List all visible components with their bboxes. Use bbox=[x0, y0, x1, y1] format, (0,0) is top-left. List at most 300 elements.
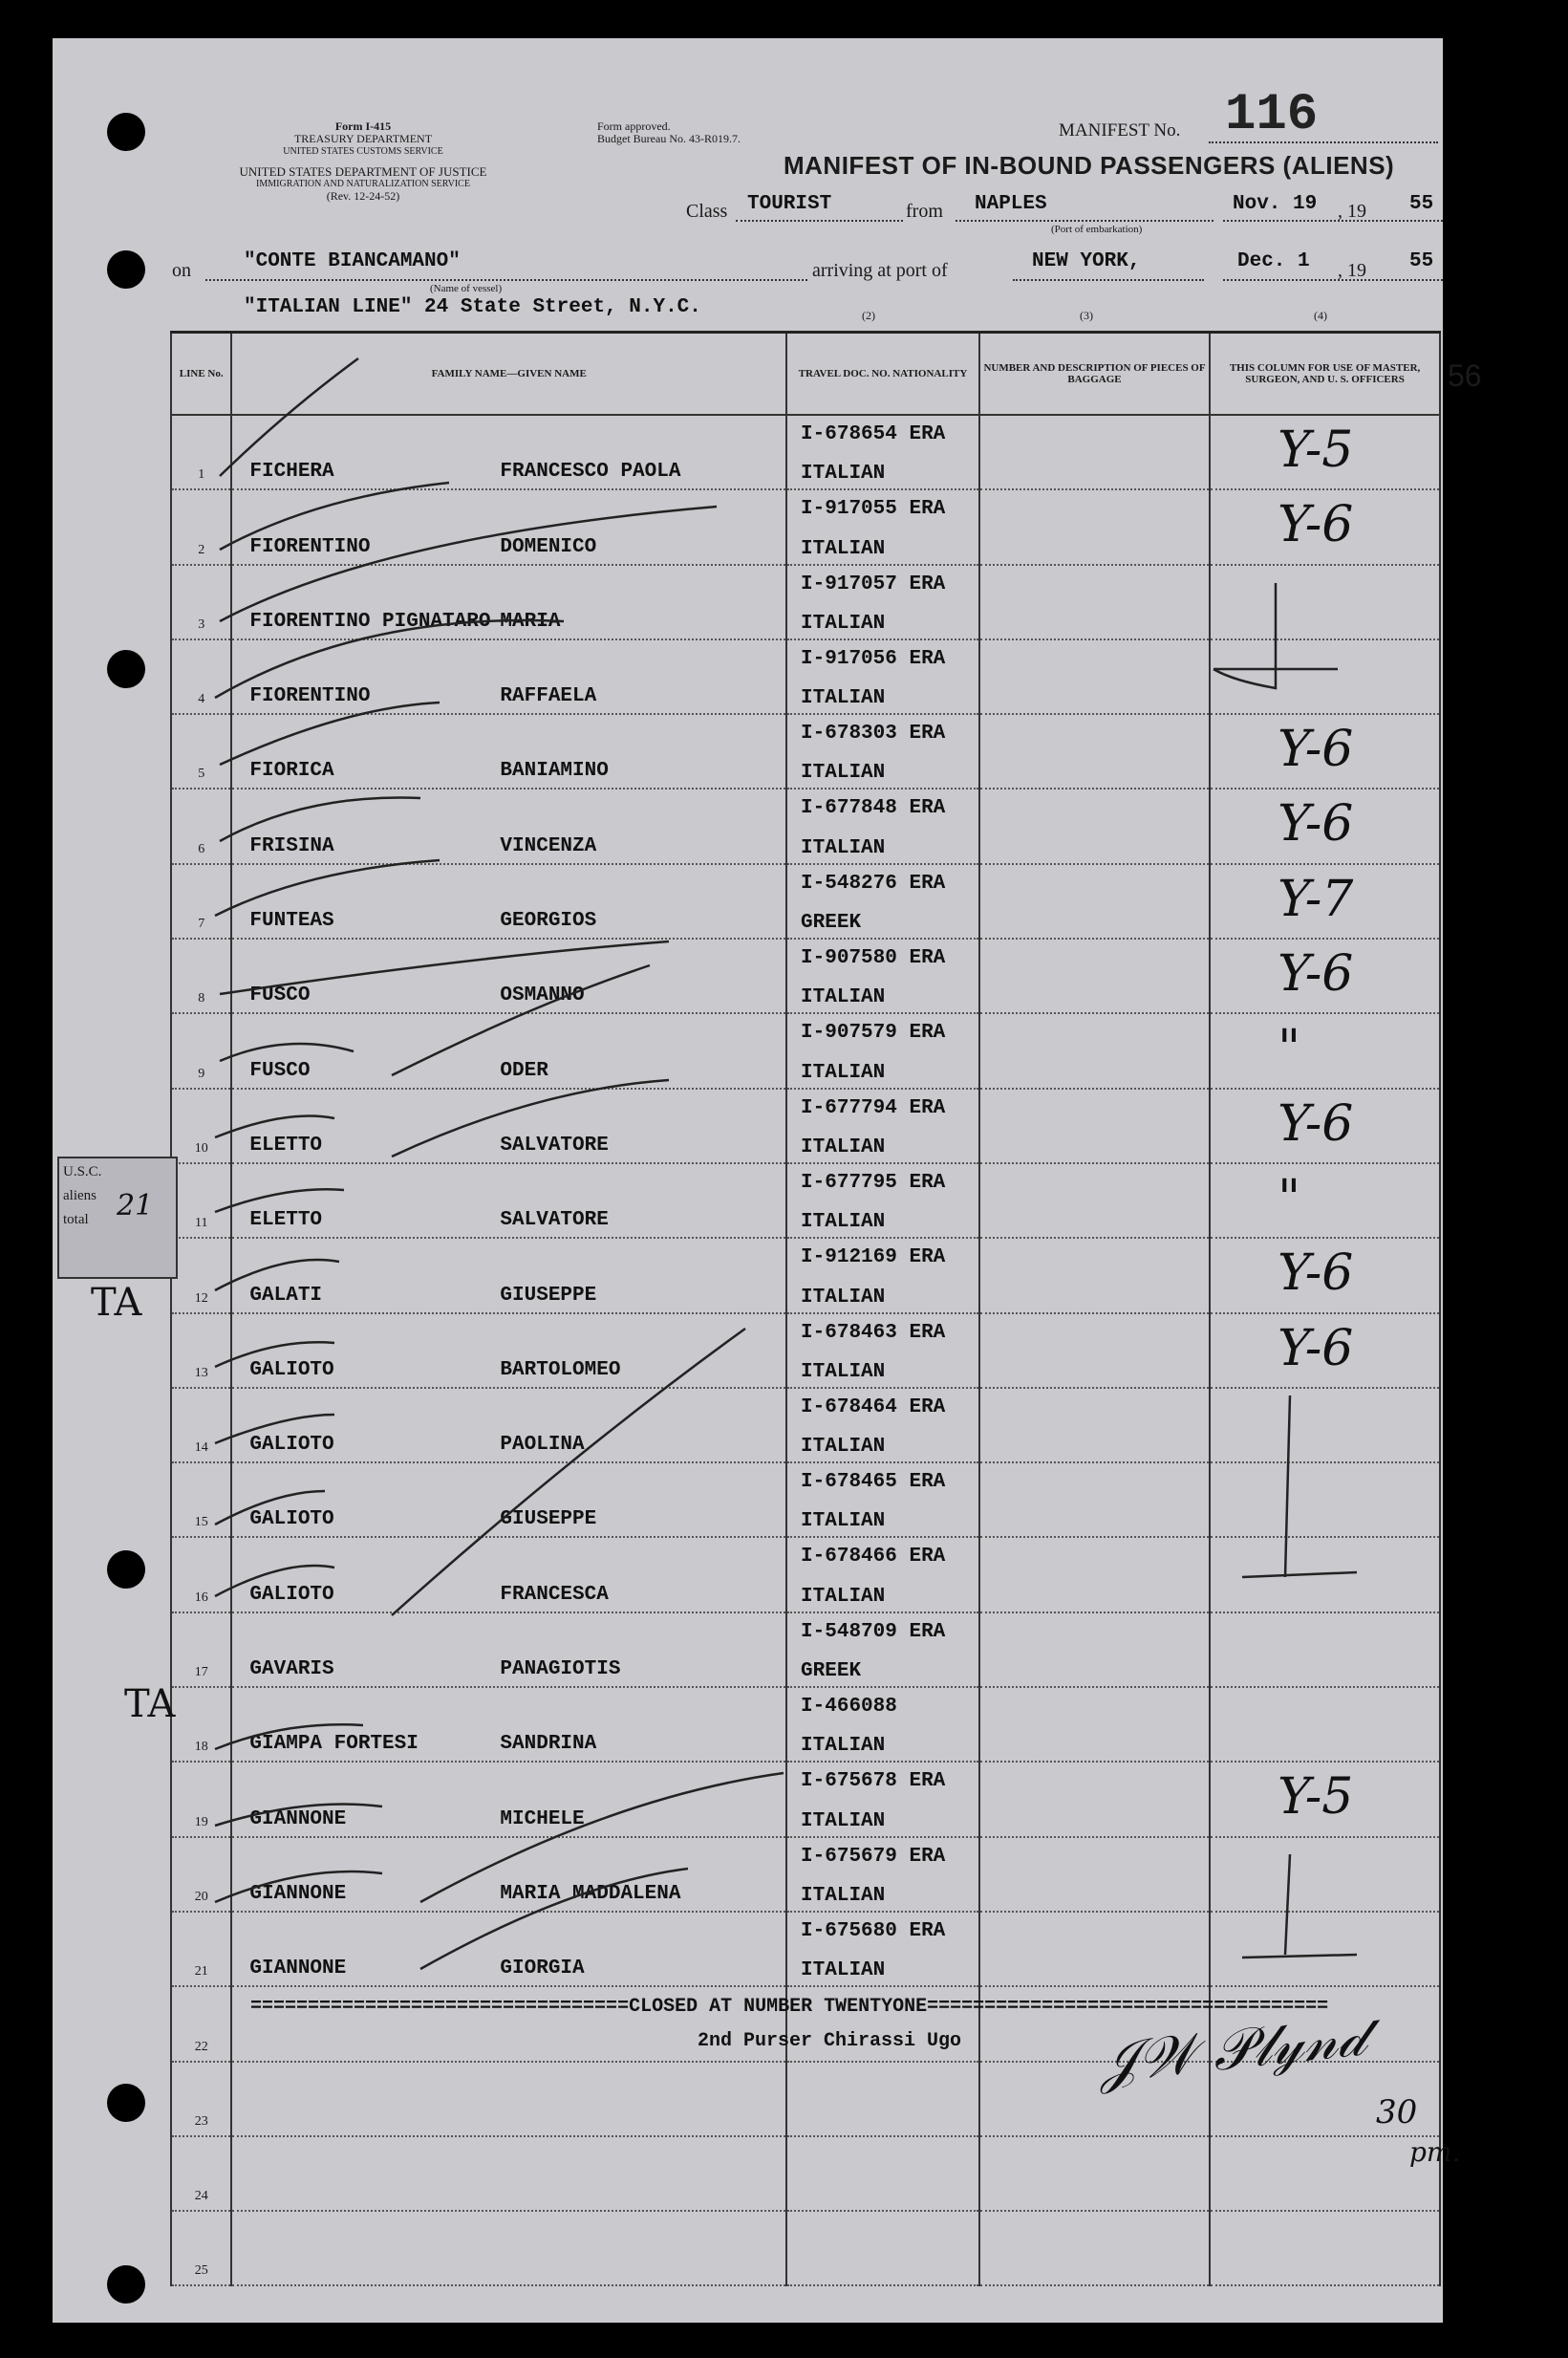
officer-cell bbox=[1210, 1837, 1440, 1912]
travel-doc-number: I-677794 ERA bbox=[801, 1096, 946, 1119]
line-number-cell bbox=[171, 415, 231, 489]
family-name: GALATI bbox=[249, 1284, 323, 1307]
travel-doc-cell bbox=[786, 1238, 979, 1312]
baggage-cell bbox=[979, 2211, 1210, 2285]
line-number-cell bbox=[171, 1238, 231, 1312]
travel-doc-number: I-678654 ERA bbox=[801, 423, 946, 445]
travel-doc-number: I-675680 ERA bbox=[801, 1919, 946, 1942]
table-row bbox=[171, 1013, 1440, 1088]
col3-number: (3) bbox=[1080, 309, 1093, 322]
nationality: GREEK bbox=[801, 912, 862, 935]
name-cell bbox=[231, 639, 786, 714]
baggage-cell bbox=[979, 1462, 1210, 1537]
travel-doc-number: I-912169 ERA bbox=[801, 1246, 946, 1269]
col4-number: (4) bbox=[1314, 309, 1327, 322]
vessel-line bbox=[205, 279, 807, 281]
officer-cell bbox=[1210, 789, 1440, 863]
punch-hole bbox=[107, 2265, 145, 2304]
officer-cell bbox=[1210, 939, 1440, 1013]
passenger-table bbox=[170, 331, 1441, 2286]
line-number: 13 bbox=[194, 1365, 208, 1380]
travel-doc-number: I-675679 ERA bbox=[801, 1845, 946, 1868]
baggage-cell bbox=[979, 1837, 1210, 1912]
nationality: ITALIAN bbox=[801, 1959, 886, 1982]
table-row bbox=[171, 1089, 1440, 1163]
name-cell bbox=[231, 1612, 786, 1687]
line-number-cell bbox=[171, 1837, 231, 1912]
line-number: 23 bbox=[194, 2113, 208, 2129]
given-name: GEORGIOS bbox=[500, 910, 597, 933]
line-number: 5 bbox=[198, 767, 205, 782]
table-row bbox=[171, 1462, 1440, 1537]
officer-cell bbox=[1210, 1462, 1440, 1537]
travel-doc-cell bbox=[786, 565, 979, 639]
class-line bbox=[736, 220, 903, 222]
family-name: FICHERA bbox=[249, 461, 334, 484]
arrival-date-line bbox=[1223, 279, 1443, 281]
given-name: PANAGIOTIS bbox=[500, 1658, 621, 1681]
officer-mark: Y-6 bbox=[1278, 795, 1354, 854]
officer-mark: Y-6 bbox=[1278, 496, 1354, 554]
table-row bbox=[171, 1837, 1440, 1912]
line-number-cell bbox=[171, 1013, 231, 1088]
name-cell bbox=[231, 2062, 786, 2136]
depart-line bbox=[1223, 220, 1443, 222]
line-number-cell bbox=[171, 714, 231, 789]
depart-year: 55 bbox=[1409, 193, 1434, 215]
line-number: 10 bbox=[194, 1140, 208, 1156]
name-cell bbox=[231, 1762, 786, 1836]
officer-cell bbox=[1210, 2136, 1440, 2211]
given-name: SALVATORE bbox=[500, 1209, 609, 1232]
nationality: ITALIAN bbox=[801, 986, 886, 1009]
line-number-cell bbox=[171, 1388, 231, 1462]
form-revision: (Rev. 12-24-52) bbox=[326, 189, 400, 203]
travel-doc-number: I-907579 ERA bbox=[801, 1022, 946, 1045]
name-cell bbox=[231, 1837, 786, 1912]
line-number: 19 bbox=[194, 1814, 208, 1829]
col2-number: (2) bbox=[862, 309, 875, 322]
line-number-cell bbox=[171, 1089, 231, 1163]
line-address: "ITALIAN LINE" 24 State Street, N.Y.C. bbox=[244, 296, 701, 318]
travel-doc-cell bbox=[786, 1313, 979, 1388]
table-row bbox=[171, 565, 1440, 639]
nationality: ITALIAN bbox=[801, 537, 886, 560]
officer-mark: Y-6 bbox=[1278, 945, 1354, 1004]
line-number: 18 bbox=[194, 1740, 208, 1755]
line-number-cell bbox=[171, 1612, 231, 1687]
stamp-count: 21 bbox=[117, 1189, 154, 1222]
line-number-cell bbox=[171, 1537, 231, 1612]
col-baggage: NUMBER AND DESCRIPTION OF PIECES OF BAGGAGE bbox=[979, 333, 1210, 416]
from-line bbox=[956, 220, 1214, 222]
name-cell bbox=[231, 864, 786, 939]
given-name: VINCENZA bbox=[500, 834, 597, 857]
table-row bbox=[171, 1238, 1440, 1312]
travel-doc-cell bbox=[786, 1912, 979, 1986]
margin-ta-2: TA bbox=[124, 1682, 176, 1726]
given-name: BARTOLOMEO bbox=[500, 1358, 621, 1381]
line-number-cell bbox=[171, 489, 231, 564]
family-name: GALIOTO bbox=[249, 1358, 334, 1381]
travel-doc-cell bbox=[786, 714, 979, 789]
name-cell bbox=[231, 789, 786, 863]
baggage-cell bbox=[979, 1388, 1210, 1462]
line-number: 7 bbox=[198, 917, 205, 932]
budget-bureau: Budget Bureau No. 43-R019.7. bbox=[597, 132, 741, 145]
manifest-title: MANIFEST OF IN-BOUND PASSENGERS (ALIENS) bbox=[784, 151, 1395, 180]
family-name: ELETTO bbox=[249, 1209, 323, 1232]
nationality: ITALIAN bbox=[801, 1585, 886, 1608]
table-row bbox=[171, 1537, 1440, 1612]
line-number: 12 bbox=[194, 1290, 208, 1306]
officer-cell bbox=[1210, 1687, 1440, 1762]
officer-mark: Y-5 bbox=[1278, 1768, 1354, 1827]
table-row bbox=[171, 1612, 1440, 1687]
customs-service: UNITED STATES CUSTOMS SERVICE bbox=[283, 146, 443, 157]
travel-doc-number: I-675678 ERA bbox=[801, 1770, 946, 1793]
baggage-cell bbox=[979, 639, 1210, 714]
immigration-service: IMMIGRATION AND NATURALIZATION SERVICE bbox=[256, 179, 470, 189]
line-number: 11 bbox=[194, 1216, 208, 1231]
travel-doc-cell bbox=[786, 1762, 979, 1836]
baggage-cell bbox=[979, 1163, 1210, 1238]
line-number: 6 bbox=[198, 841, 205, 856]
line-number: 22 bbox=[194, 2039, 208, 2054]
line-number: 3 bbox=[198, 617, 205, 632]
line-number: 9 bbox=[198, 1066, 205, 1081]
baggage-cell bbox=[979, 415, 1210, 489]
name-cell bbox=[231, 1687, 786, 1762]
name-cell bbox=[231, 1013, 786, 1088]
given-name: GIUSEPPE bbox=[500, 1508, 597, 1531]
nationality: ITALIAN bbox=[801, 1510, 886, 1533]
form-header-left bbox=[162, 120, 564, 203]
travel-doc-cell bbox=[786, 1013, 979, 1088]
baggage-cell bbox=[979, 714, 1210, 789]
line-number: 25 bbox=[194, 2263, 208, 2279]
line-number: 16 bbox=[194, 1590, 208, 1605]
family-name: GIAMPA FORTESI bbox=[249, 1733, 419, 1756]
travel-doc-number: I-677795 ERA bbox=[801, 1171, 946, 1194]
arrival-port-line bbox=[1013, 279, 1204, 281]
baggage-cell bbox=[979, 939, 1210, 1013]
travel-doc-number: I-548709 ERA bbox=[801, 1620, 946, 1643]
family-name: FIORENTINO bbox=[249, 685, 371, 708]
col-line-no: LINE No. bbox=[171, 333, 231, 416]
travel-doc-cell bbox=[786, 1388, 979, 1462]
line-number-cell bbox=[171, 864, 231, 939]
given-name: MICHELE bbox=[500, 1807, 585, 1830]
line-number-cell bbox=[171, 2136, 231, 2211]
baggage-cell bbox=[979, 1238, 1210, 1312]
table-row bbox=[171, 1687, 1440, 1762]
given-name: MARIA bbox=[500, 610, 561, 633]
col-travel-doc: TRAVEL DOC. NO. NATIONALITY bbox=[786, 333, 979, 416]
punch-hole bbox=[107, 250, 145, 289]
travel-doc-cell bbox=[786, 2062, 979, 2136]
family-name: GIANNONE bbox=[249, 1958, 347, 1980]
officer-cell bbox=[1210, 1313, 1440, 1388]
travel-doc-number: I-548276 ERA bbox=[801, 872, 946, 895]
col-name: FAMILY NAME—GIVEN NAME bbox=[231, 333, 786, 416]
travel-doc-cell bbox=[786, 2136, 979, 2211]
name-cell bbox=[231, 489, 786, 564]
pm-mark: pm. bbox=[1409, 2136, 1461, 2168]
from-value: NAPLES bbox=[975, 193, 1047, 215]
family-name: FIORENTINO bbox=[249, 535, 371, 558]
family-name: FRISINA bbox=[249, 834, 334, 857]
arrival-port: NEW YORK, bbox=[1032, 250, 1141, 272]
given-name: SALVATORE bbox=[500, 1134, 609, 1157]
line-number-cell bbox=[171, 639, 231, 714]
officer-mark: " bbox=[1278, 1169, 1301, 1227]
line-number-cell bbox=[171, 1462, 231, 1537]
family-name: GIANNONE bbox=[249, 1807, 347, 1830]
from-label: from bbox=[906, 201, 943, 222]
travel-doc-cell bbox=[786, 1837, 979, 1912]
manifest-label: MANIFEST No. bbox=[1059, 120, 1181, 141]
travel-doc-cell bbox=[786, 864, 979, 939]
line-number-cell bbox=[171, 789, 231, 863]
officer-signature-icon: 𝒥𝒲 𝒫𝓁𝓎𝓃𝒹 bbox=[1096, 2002, 1368, 2096]
officer-cell bbox=[1210, 639, 1440, 714]
stamp-top: U.S.C. bbox=[63, 1164, 102, 1179]
time-mark: 30 bbox=[1376, 2093, 1418, 2131]
table-row bbox=[171, 2211, 1440, 2285]
name-cell bbox=[231, 1313, 786, 1388]
name-cell bbox=[231, 1238, 786, 1312]
officer-mark: " bbox=[1278, 1020, 1301, 1078]
col-officers: THIS COLUMN FOR USE OF MASTER, SURGEON, AND U. S. OFFICERS bbox=[1210, 333, 1440, 416]
given-name: MARIA MADDALENA bbox=[500, 1882, 681, 1905]
baggage-cell bbox=[979, 1089, 1210, 1163]
closed-line: =================================CLOSED AT NUMBER TWENTYONE=================================== bbox=[250, 1996, 1329, 2018]
name-cell bbox=[231, 1388, 786, 1462]
family-name: FUSCO bbox=[249, 984, 311, 1007]
table-header bbox=[171, 333, 1440, 416]
travel-doc-cell bbox=[786, 415, 979, 489]
manifest-number-line bbox=[1209, 141, 1438, 143]
treasury-department: TREASURY DEPARTMENT bbox=[293, 132, 433, 145]
travel-doc-number: I-678463 ERA bbox=[801, 1321, 946, 1344]
name-cell bbox=[231, 415, 786, 489]
travel-doc-cell bbox=[786, 1687, 979, 1762]
given-name: GIORGIA bbox=[500, 1958, 585, 1980]
table-row bbox=[171, 489, 1440, 564]
vessel-note: (Name of vessel) bbox=[430, 283, 503, 294]
officer-mark: Y-5 bbox=[1278, 422, 1354, 479]
line-number: 15 bbox=[194, 1515, 208, 1530]
baggage-cell bbox=[979, 1612, 1210, 1687]
name-cell bbox=[231, 1462, 786, 1537]
officer-cell bbox=[1210, 415, 1440, 489]
table-row bbox=[171, 864, 1440, 939]
family-name: GIANNONE bbox=[249, 1882, 347, 1905]
class-value: TOURIST bbox=[747, 193, 832, 215]
nationality: ITALIAN bbox=[801, 1286, 886, 1309]
arrival-year: 55 bbox=[1409, 250, 1434, 272]
line-number: 8 bbox=[198, 991, 205, 1006]
nationality: ITALIAN bbox=[801, 762, 886, 785]
travel-doc-number: I-677848 ERA bbox=[801, 797, 946, 820]
given-name: ODER bbox=[500, 1059, 548, 1082]
officer-cell bbox=[1210, 489, 1440, 564]
given-name: GIUSEPPE bbox=[500, 1284, 597, 1307]
travel-doc-cell bbox=[786, 1612, 979, 1687]
name-cell bbox=[231, 565, 786, 639]
baggage-cell bbox=[979, 1912, 1210, 1986]
form-approval bbox=[597, 120, 741, 145]
nationality: ITALIAN bbox=[801, 836, 886, 859]
officer-cell bbox=[1210, 714, 1440, 789]
nationality: ITALIAN bbox=[801, 612, 886, 635]
table-row bbox=[171, 1912, 1440, 1986]
line-number: 17 bbox=[194, 1665, 208, 1680]
table-row bbox=[171, 1388, 1440, 1462]
nationality: ITALIAN bbox=[801, 1735, 886, 1758]
baggage-cell bbox=[979, 1013, 1210, 1088]
purser-signature: 2nd Purser Chirassi Ugo bbox=[698, 2030, 962, 2052]
travel-doc-number: I-917056 ERA bbox=[801, 647, 946, 670]
vessel-name: "CONTE BIANCAMANO" bbox=[244, 250, 461, 272]
travel-doc-number: I-678303 ERA bbox=[801, 723, 946, 746]
depart-date: Nov. 19 bbox=[1233, 193, 1318, 215]
baggage-cell bbox=[979, 789, 1210, 863]
officer-cell bbox=[1210, 1912, 1440, 1986]
nationality: GREEK bbox=[801, 1660, 862, 1683]
table-row bbox=[171, 714, 1440, 789]
punch-hole bbox=[107, 2084, 145, 2122]
officer-cell bbox=[1210, 1163, 1440, 1238]
officer-cell bbox=[1210, 1762, 1440, 1836]
family-name: FUNTEAS bbox=[249, 910, 334, 933]
punch-hole bbox=[107, 1550, 145, 1589]
baggage-cell bbox=[979, 1537, 1210, 1612]
table-row bbox=[171, 789, 1440, 863]
table-row bbox=[171, 639, 1440, 714]
punch-hole bbox=[107, 650, 145, 688]
name-cell bbox=[231, 1912, 786, 1986]
family-name: GALIOTO bbox=[249, 1434, 334, 1457]
travel-doc-cell bbox=[786, 2211, 979, 2285]
table-row bbox=[171, 2136, 1440, 2211]
line-number-cell bbox=[171, 1163, 231, 1238]
given-name: RAFFAELA bbox=[500, 685, 597, 708]
family-name: ELETTO bbox=[249, 1134, 323, 1157]
nationality: ITALIAN bbox=[801, 1360, 886, 1383]
class-label: Class bbox=[686, 201, 728, 222]
name-cell bbox=[231, 1089, 786, 1163]
table-row bbox=[171, 1313, 1440, 1388]
baggage-cell bbox=[979, 565, 1210, 639]
line-number: 24 bbox=[194, 2189, 208, 2204]
name-cell bbox=[231, 2211, 786, 2285]
travel-doc-number: I-466088 bbox=[801, 1696, 897, 1719]
given-name: SANDRINA bbox=[500, 1733, 597, 1756]
margin-stamp bbox=[57, 1157, 178, 1279]
on-label: on bbox=[172, 260, 191, 281]
baggage-cell bbox=[979, 2136, 1210, 2211]
officer-cell bbox=[1210, 1388, 1440, 1462]
stamp-label-aliens: aliens bbox=[63, 1188, 97, 1203]
nationality: ITALIAN bbox=[801, 1136, 886, 1158]
travel-doc-cell bbox=[786, 1163, 979, 1238]
baggage-cell bbox=[979, 864, 1210, 939]
family-name: GAVARIS bbox=[249, 1658, 334, 1681]
baggage-cell bbox=[979, 1313, 1210, 1388]
travel-doc-cell bbox=[786, 1462, 979, 1537]
officer-mark: Y-6 bbox=[1278, 721, 1354, 779]
table-row bbox=[171, 415, 1440, 489]
nationality: ITALIAN bbox=[801, 463, 886, 486]
stamp-label-total: total bbox=[63, 1212, 89, 1227]
baggage-cell bbox=[979, 489, 1210, 564]
officer-mark: Y-7 bbox=[1278, 870, 1354, 928]
line-number: 2 bbox=[198, 542, 205, 557]
punch-hole bbox=[107, 113, 145, 151]
family-name: FIORENTINO PIGNATARO bbox=[249, 610, 491, 633]
officer-cell bbox=[1210, 1089, 1440, 1163]
given-name: FRANCESCO PAOLA bbox=[500, 461, 681, 484]
travel-doc-cell bbox=[786, 639, 979, 714]
justice-department: UNITED STATES DEPARTMENT OF JUSTICE bbox=[239, 164, 487, 179]
travel-doc-number: I-917055 ERA bbox=[801, 498, 946, 521]
arrival-century: , 19 bbox=[1338, 260, 1366, 281]
line-number-cell bbox=[171, 1313, 231, 1388]
manifest-number: 116 bbox=[1225, 86, 1319, 144]
baggage-cell bbox=[979, 1762, 1210, 1836]
officer-cell bbox=[1210, 2211, 1440, 2285]
given-name: BANIAMINO bbox=[500, 760, 609, 783]
officer-cell bbox=[1210, 864, 1440, 939]
nationality: ITALIAN bbox=[801, 1211, 886, 1234]
margin-ta-1: TA bbox=[91, 1281, 142, 1325]
travel-doc-number: I-678464 ERA bbox=[801, 1395, 946, 1418]
arrival-date: Dec. 1 bbox=[1237, 250, 1310, 272]
officer-cell bbox=[1210, 565, 1440, 639]
line-number-cell bbox=[171, 1912, 231, 1986]
officer-cell bbox=[1210, 1612, 1440, 1687]
baggage-cell bbox=[979, 1687, 1210, 1762]
line-number: 20 bbox=[194, 1889, 208, 1904]
travel-doc-cell bbox=[786, 939, 979, 1013]
line-number-cell bbox=[171, 565, 231, 639]
travel-doc-number: I-917057 ERA bbox=[801, 573, 946, 595]
officer-cell bbox=[1210, 1238, 1440, 1312]
travel-doc-number: I-678466 ERA bbox=[801, 1546, 946, 1568]
line-number-cell bbox=[171, 2062, 231, 2136]
officer-mark: Y-6 bbox=[1278, 1244, 1354, 1303]
family-name: FIORICA bbox=[249, 760, 334, 783]
officer-cell bbox=[1210, 1537, 1440, 1612]
officer-cell bbox=[1210, 1013, 1440, 1088]
travel-doc-number: I-678465 ERA bbox=[801, 1471, 946, 1494]
family-name: GALIOTO bbox=[249, 1508, 334, 1531]
name-cell bbox=[231, 1163, 786, 1238]
travel-doc-cell bbox=[786, 1537, 979, 1612]
line-number-cell bbox=[171, 1986, 231, 2061]
family-name: GALIOTO bbox=[249, 1583, 334, 1606]
form-number: Form I-415 bbox=[334, 119, 392, 133]
given-name: FRANCESCA bbox=[500, 1583, 609, 1606]
port-embarkation-note: (Port of embarkation) bbox=[1051, 224, 1143, 235]
officer-mark: Y-6 bbox=[1278, 1319, 1354, 1377]
line-number-cell bbox=[171, 1687, 231, 1762]
line-number-cell bbox=[171, 2211, 231, 2285]
table-row bbox=[171, 1163, 1440, 1238]
nationality: ITALIAN bbox=[801, 1884, 886, 1907]
